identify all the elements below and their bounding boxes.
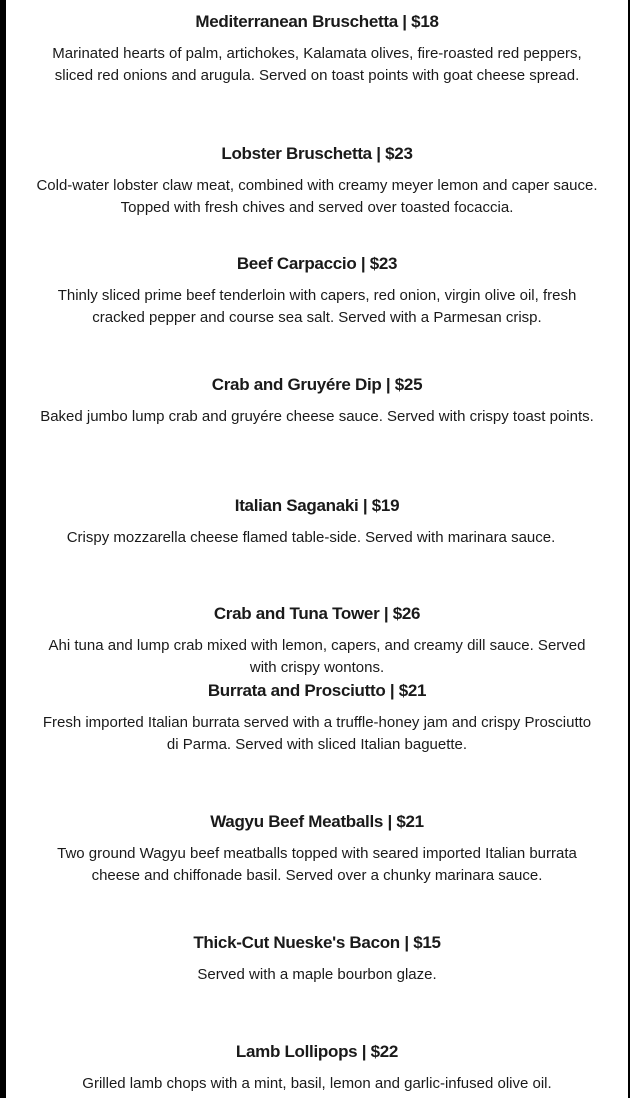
- menu-item-crab-tuna-tower: [6, 603, 628, 679]
- menu-item-title: Mediterranean Bruschetta | $18: [195, 12, 439, 31]
- menu-item-title: Lamb Lollipops | $22: [235, 1042, 399, 1061]
- menu-item-title: Thick-Cut Nueske's Bacon | $15: [193, 933, 441, 952]
- menu-item-wagyu-meatballs: [6, 811, 628, 887]
- menu-item-lamb-lollipops: [6, 1041, 628, 1095]
- menu-item-lobster-bruschetta: [6, 143, 628, 219]
- menu-item-title: Crab and Tuna Tower | $26: [213, 604, 421, 623]
- menu-item-description: Crispy mozzarella cheese flamed table-side. Served with marinara sauce.: [66, 529, 556, 546]
- menu-item-nueske-bacon: [6, 932, 628, 986]
- menu-item-description: Ahi tuna and lump crab mixed with lemon, capers, and creamy dill sauce. Served with crispy wontons.: [48, 637, 586, 676]
- menu-item-description: Served with a maple bourbon glaze.: [197, 966, 437, 983]
- menu-item-description: Grilled lamb chops with a mint, basil, lemon and garlic-infused olive oil.: [82, 1075, 552, 1092]
- menu-item-description: Marinated hearts of palm, artichokes, Kalamata olives, fire-roasted red peppers, sliced red onions and arugula. Served on toast points with goat cheese spread.: [52, 45, 582, 84]
- menu-page: [6, 0, 628, 1098]
- menu-item-beef-carpaccio: [6, 253, 628, 329]
- menu-item-description: Thinly sliced prime beef tenderloin with capers, red onion, virgin olive oil, fresh cracked pepper and course sea salt. Served with a Parmesan crisp.: [57, 287, 577, 326]
- menu-item-title: Italian Saganaki | $19: [234, 496, 400, 515]
- menu-item-crab-gruyere-dip: [6, 374, 628, 428]
- menu-item-burrata-prosciutto: [6, 680, 628, 756]
- menu-item-description: Baked jumbo lump crab and gruyére cheese sauce. Served with crispy toast points.: [40, 408, 594, 425]
- menu-item-italian-saganaki: [6, 495, 628, 549]
- menu-item-title: Crab and Gruyére Dip | $25: [211, 375, 423, 394]
- menu-item-description: Two ground Wagyu beef meatballs topped with seared imported Italian burrata cheese and chiffonade basil. Served over a chunky marinara sauce.: [57, 845, 577, 884]
- menu-item-description: Cold-water lobster claw meat, combined with creamy meyer lemon and caper sauce. Topped with fresh chives and served over toasted focaccia.: [36, 177, 598, 216]
- menu-item-title: Wagyu Beef Meatballs | $21: [210, 812, 424, 831]
- menu-item-title: Burrata and Prosciutto | $21: [207, 681, 427, 700]
- menu-item-description: Fresh imported Italian burrata served with a truffle-honey jam and crispy Prosciutto di Parma. Served with sliced Italian baguette.: [42, 714, 592, 753]
- menu-item-title: Beef Carpaccio | $23: [236, 254, 398, 273]
- menu-item-title: Lobster Bruschetta | $23: [221, 144, 413, 163]
- menu-item-mediterranean-bruschetta: [6, 11, 628, 87]
